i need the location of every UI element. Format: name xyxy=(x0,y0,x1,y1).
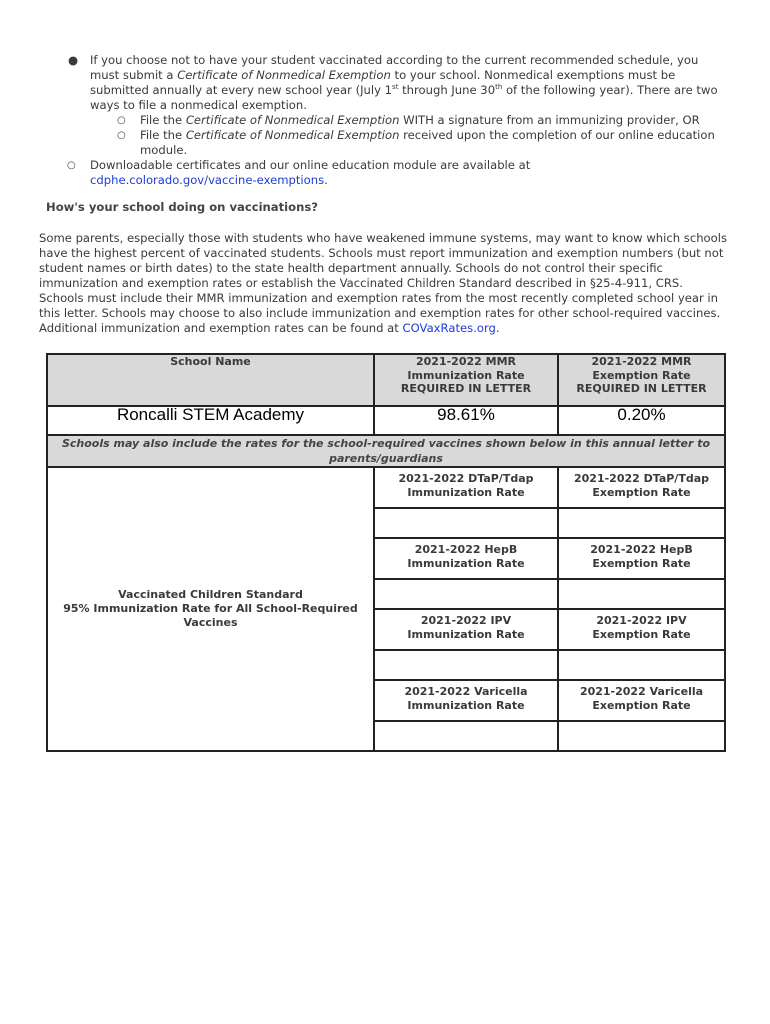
school-name-cell: Roncalli STEM Academy xyxy=(47,406,374,435)
vaccination-rates-table xyxy=(46,353,726,752)
hepb-immunization-value xyxy=(374,579,558,609)
dtap-exemption-header: 2021-2022 DTaP/Tdap Exemption Rate xyxy=(558,467,725,508)
mmr-immunization-header: 2021-2022 MMR Immunization Rate REQUIRED IN LETTER xyxy=(374,354,558,406)
ipv-immunization-header: 2021-2022 IPV Immunization Rate xyxy=(374,609,558,650)
hepb-exemption-header: 2021-2022 HepB Exemption Rate xyxy=(558,538,725,579)
optional-rates-note-row xyxy=(47,435,725,467)
dtap-exemption-value xyxy=(558,508,725,538)
ipv-exemption-header: 2021-2022 IPV Exemption Rate xyxy=(558,609,725,650)
bullet-downloadable-certificates: ○ Downloadable certificates and our online education module are available at cdphe.colorado.gov/vaccine-exemptions. xyxy=(67,158,531,187)
table-row xyxy=(47,467,725,508)
varicella-exemption-header: 2021-2022 Varicella Exemption Rate xyxy=(558,680,725,721)
hepb-immunization-header: 2021-2022 HepB Immunization Rate xyxy=(374,538,558,579)
covaxrates-link[interactable]: COVaxRates.org xyxy=(402,321,496,335)
mmr-immunization-value: 98.61% xyxy=(374,406,558,435)
hollow-bullet-icon: ○ xyxy=(67,160,76,171)
hollow-bullet-icon: ○ xyxy=(117,115,126,126)
varicella-immunization-header: 2021-2022 Varicella Immunization Rate xyxy=(374,680,558,721)
ipv-immunization-value xyxy=(374,650,558,680)
varicella-exemption-value xyxy=(558,721,725,751)
hollow-bullet-icon: ○ xyxy=(117,130,126,141)
school-values-row xyxy=(47,406,725,435)
mmr-exemption-header: 2021-2022 MMR Exemption Rate REQUIRED IN LETTER xyxy=(558,354,725,406)
sub-bullet-online-module: ○ File the Certificate of Nonmedical Exemption received upon the completion of our online education module. xyxy=(117,128,715,157)
varicella-immunization-value xyxy=(374,721,558,751)
school-name-header: School Name xyxy=(47,354,374,406)
exemption-bullets xyxy=(62,53,722,188)
dtap-immunization-value xyxy=(374,508,558,538)
dtap-immunization-header: 2021-2022 DTaP/Tdap Immunization Rate xyxy=(374,467,558,508)
table-header-row xyxy=(47,354,725,406)
ipv-exemption-value xyxy=(558,650,725,680)
vaccinated-children-standard: Vaccinated Children Standard 95% Immunization Rate for All School-Required Vaccines xyxy=(47,467,374,751)
bullet-nonmedical-exemption: ● If you choose not to have your student vaccinated according to the current recommended schedule, you must submit a Certificate of Nonmedical Exemption to your school. Nonmedical exemptions must be submitted annually at every new school year (July 1st through June 30th of the following year). There are two ways to file a nonmedical exemption. xyxy=(68,53,718,112)
vaccine-exemptions-link[interactable]: cdphe.colorado.gov/vaccine-exemptions xyxy=(90,173,325,187)
section-heading: How's your school doing on vaccinations? xyxy=(46,200,318,214)
bullet-dot-icon: ● xyxy=(68,53,79,67)
sub-bullet-provider-signature: ○ File the Certificate of Nonmedical Exemption WITH a signature from an immunizing provider, OR xyxy=(117,113,700,127)
intro-paragraph: Some parents, especially those with students who have weakened immune systems, may want to know which schools have the highest percent of vaccinated students. Schools must report immunization and exemption numbers (but not student names or birth dates) to the state health department annually. Schools do not control their specific immunization and exemption rates or establish the Vaccinated Children Standard described in §25-4-911, CRS. Schools must include their MMR immunization and exemption rates from the most recently completed school year in this letter. Schools may choose to also include immunization and exemption rates for other school-required vaccines. Additional immunization and exemption rates can be found at COVaxRates.org. xyxy=(39,231,727,335)
hepb-exemption-value xyxy=(558,579,725,609)
mmr-exemption-value: 0.20% xyxy=(558,406,725,435)
optional-rates-note: Schools may also include the rates for the school-required vaccines shown below in this annual letter to parents/guardians xyxy=(47,435,725,467)
